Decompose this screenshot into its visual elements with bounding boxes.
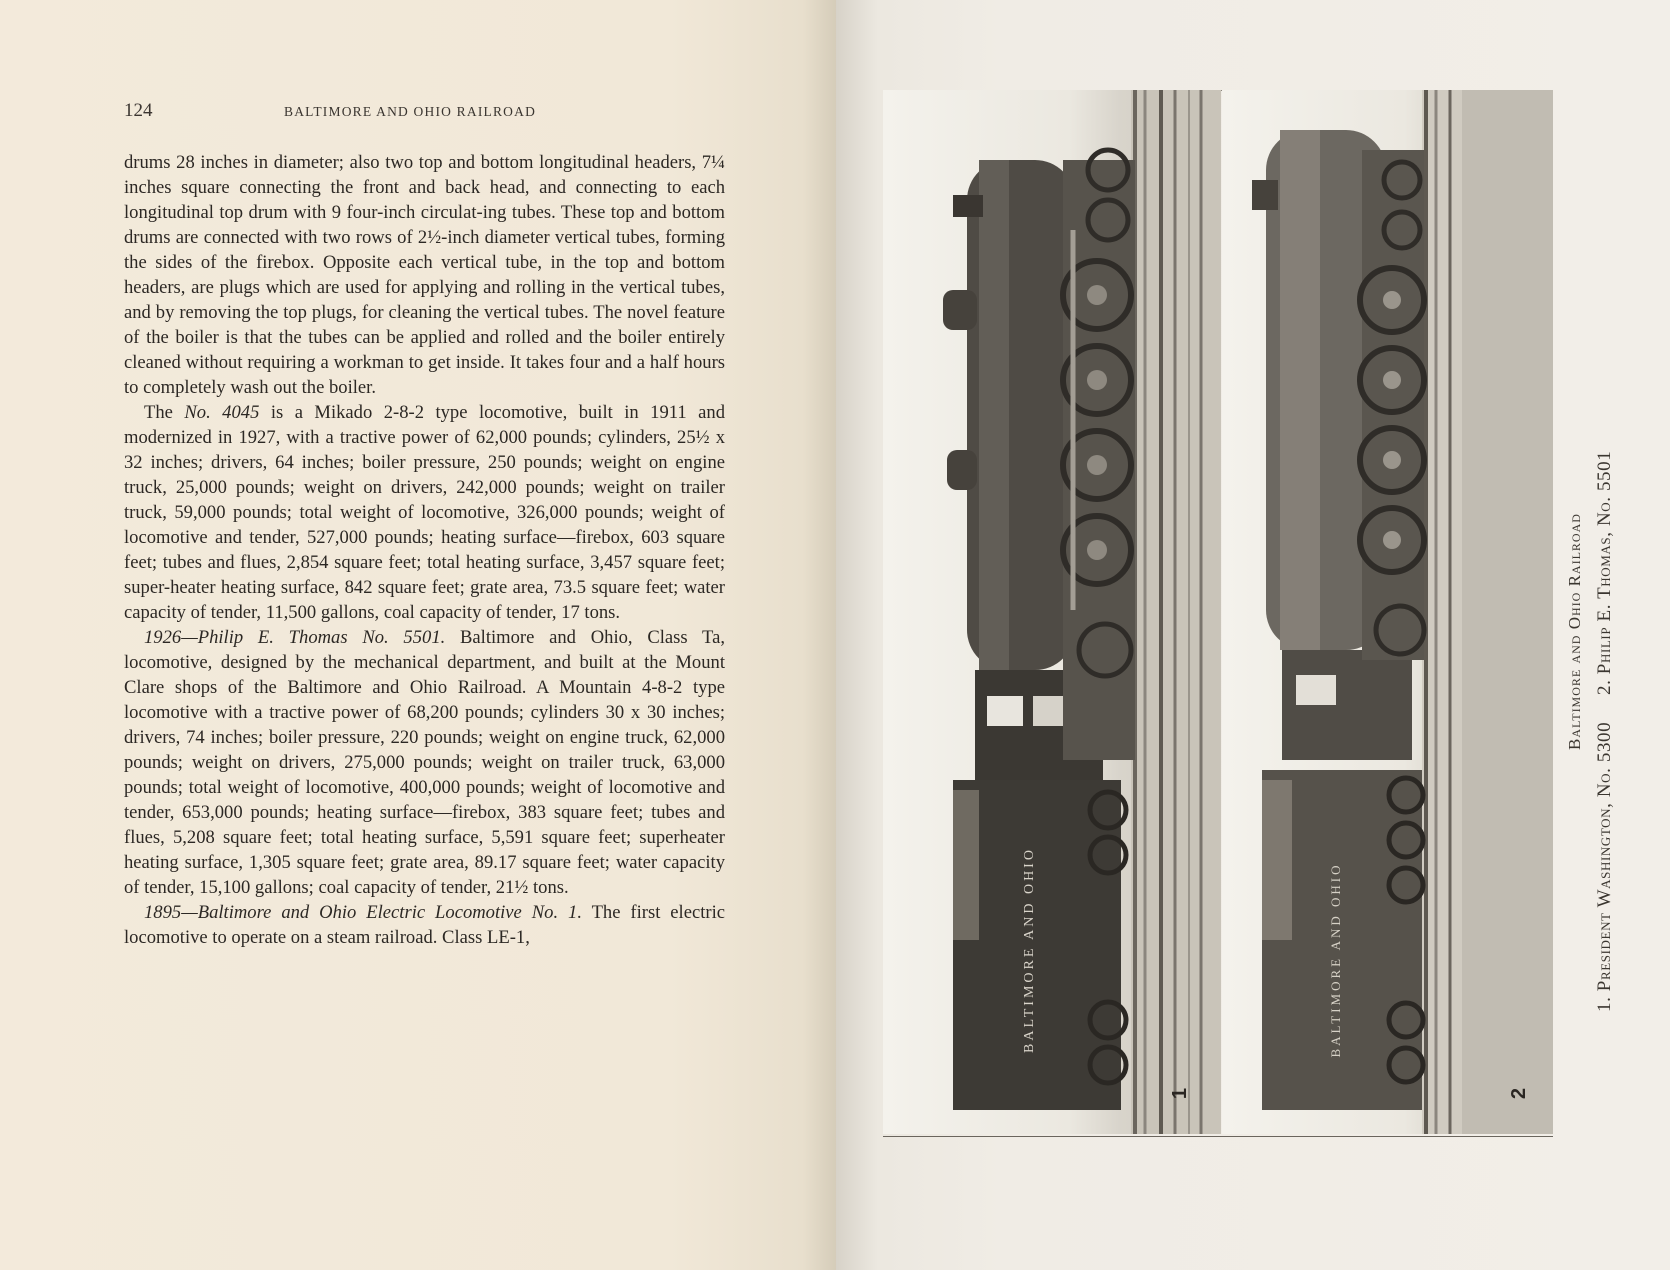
paragraph-no-4045 <box>124 400 725 625</box>
locomotive-1-illustration <box>883 90 1221 1134</box>
locomotive-photo-2 <box>1222 90 1553 1134</box>
plate-caption-line: 1. President Washington, No. 5300 2. Philip E. Thomas, No. 5501 <box>1594 450 1615 1012</box>
tender-lettering-1: BALTIMORE AND OHIO <box>1022 847 1037 1053</box>
paragraph-lead: The <box>144 402 185 423</box>
paragraph-text: Baltimore and Ohio, Class Ta, locomotive, designed by the mechanical department, and built at the Mount Clare shops of the Baltimore and Ohio Railroad. A Mountain 4-8-2 type locomotive with a tractive power of 68,200 pounds; cylinders 30 x 30 inches; drivers, 74 inches; boiler pressure, 220 pounds; weight on engine truck, 62,000 pounds; weight on drivers, 275,000 pounds; weight on trailer truck, 63,000 pounds; total weight of locomotive, 400,000 pounds; weight of locomotive and tender, 653,000 pounds; heating surface—firebox, 383 square feet; tubes and flues, 5,208 square feet; total heating surface, 5,591 square feet; superheater heating surface, 1,305 square feet; grate area, 89.17 square feet; water capacity of tender, 15,100 gallons; coal capacity of tender, 21½ tons. <box>124 627 725 898</box>
tender-lettering-2: BALTIMORE AND OHIO <box>1328 862 1343 1058</box>
running-head-title: BALTIMORE AND OHIO RAILROAD <box>284 104 537 119</box>
plate-number-1: 1 <box>1169 1087 1192 1100</box>
paragraph-text: is a Mikado 2-8-2 type locomotive, built in 1911 and modernized in 1927, with a tractive power of 62,000 pounds; cylinders, 25½ x 32 inches; drivers, 64 inches; boiler pressure, 250 pounds; weight on engine truck, 25,000 pounds; weight on drivers, 242,000 pounds; weight on trailer truck, 59,000 pounds; total weight of locomotive, 326,000 pounds; weight of locomotive and tender, 527,000 pounds; heating surface—firebox, 603 square feet; tubes and flues, 2,854 square feet; total heating surface, 3,457 square feet; super-heater heating surface, 842 square feet; grate area, 73.5 square feet; water capacity of tender, 11,500 gallons, coal capacity of tender, 17 tons. <box>124 402 725 623</box>
paragraph-text: The first electric locomotive to operate on a steam railroad. Class LE-1, <box>124 902 725 948</box>
locomotive-number: No. 4045 <box>184 402 260 423</box>
plate-number-2: 2 <box>1508 1087 1531 1100</box>
paragraph-electric-locomotive <box>124 900 725 950</box>
entry-heading: 1895—Baltimore and Ohio Electric Locomotive No. 1. <box>144 902 582 923</box>
locomotive-2-illustration <box>1222 90 1553 1134</box>
locomotive-photo-1 <box>883 90 1221 1134</box>
page-number: 124 <box>124 100 153 121</box>
entry-heading: 1926—Philip E. Thomas No. 5501. <box>144 627 446 648</box>
plate-caption-title: Baltimore and Ohio Railroad <box>1565 513 1584 750</box>
paragraph-philip-thomas <box>124 625 725 900</box>
running-head <box>124 100 724 130</box>
body-text <box>124 150 725 950</box>
paragraph-boiler: drums 28 inches in diameter; also two top and bottom longitudinal headers, 7¼ inches square connecting the front and back head, and connecting to each longitudinal top drum with 9 four-inch circulat-ing tubes. These top and bottom drums are connected with two rows of 2½-inch diameter vertical tubes, forming the sides of the firebox. Opposite each vertical tube, in the top and bottom headers, are plugs which are used for applying and rolling in the vertical tubes, and by removing the top plugs, for cleaning the vertical tubes. The novel feature of the boiler is that the tubes can be applied and rolled and the boiler entirely cleaned without requiring a workman to get inside. It takes four and a half hours to completely wash out the boiler. <box>124 152 725 398</box>
